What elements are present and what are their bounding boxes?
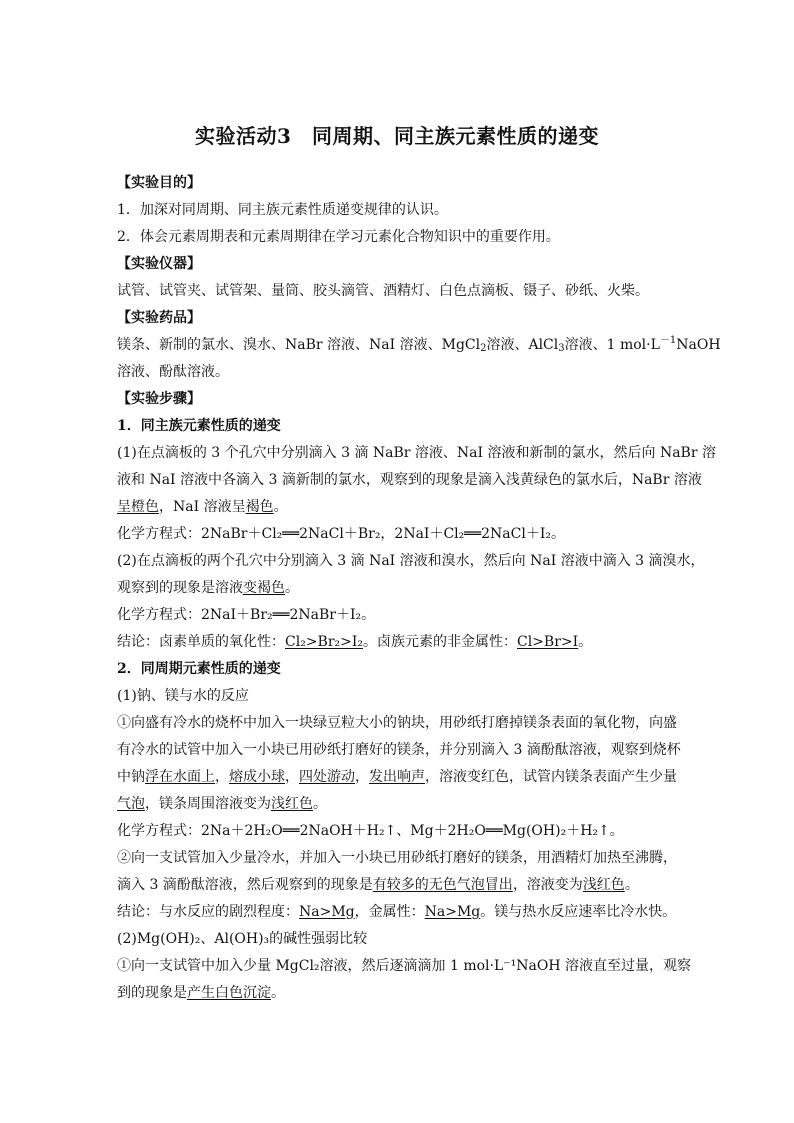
- purpose-item-2: 2．体会元素周期表和元素周期律在学习元素化合物知识中的重要作用。: [117, 229, 560, 245]
- step2-para1-line4: [117, 795, 682, 813]
- text-span: ，溶液变为: [512, 877, 583, 893]
- reagent-text: NaOH: [676, 337, 721, 353]
- text-span: ，: [215, 769, 229, 785]
- text-span: 观察到的现象是溶液: [117, 580, 243, 596]
- text-span: ，镁条周围溶液变为: [145, 796, 271, 812]
- equation-2: 化学方程式：2NaI＋Br₂══2NaBr＋I₂。: [117, 607, 376, 623]
- text-span: 到的现象是: [117, 985, 187, 1001]
- answer-blank: 有较多的无色气泡冒出: [372, 877, 513, 893]
- page-title: 实验活动3 同周期、同主族元素性质的递变: [195, 124, 599, 148]
- heading-purpose: 【实验目的】: [117, 175, 201, 191]
- step2-para3-line1: ①向一支试管中加入少量 MgCl₂溶液，然后逐滴滴加 1 mol·L⁻¹NaOH 溶液直至过量，观察: [117, 958, 692, 974]
- answer-blank: 浅红色: [582, 877, 625, 893]
- reagent-text: 镁条、新制的氯水、溴水、NaBr 溶液、NaI 溶液、MgCl: [117, 337, 481, 353]
- text-span: 。: [273, 499, 288, 515]
- answer-blank: 浅红色: [271, 796, 313, 812]
- text-span: 。镁与热水反应速率比冷水快。: [480, 904, 677, 920]
- step2-para2-line2: [117, 876, 682, 894]
- reagent-list-line-1: 镁条、新制的氯水、溴水、NaBr 溶液、NaI 溶液、MgCl$_2$溶液、AlCl$_3$溶液、1 $mol\cdot L^{-1}NaOH$: [117, 335, 721, 354]
- reagent-text: 溶液、AlCl: [486, 337, 559, 353]
- heading-reagents: 【实验药品】: [117, 310, 201, 326]
- step1-para2-line1: (2)在点滴板的两个孔穴中分别滴入 3 滴 NaI 溶液和溴水，然后向 NaI 溶液中滴入 3 滴溴水，: [117, 553, 705, 569]
- answer-blank: 变褐色: [243, 580, 285, 596]
- step2-heading: 2．同周期元素性质的递变: [117, 661, 281, 677]
- reagent-text: 溶液、1 mol·L: [564, 337, 660, 353]
- purpose-item-1: 1．加深对同周期、同主族元素性质递变规律的认识。: [117, 202, 448, 218]
- text-span: 中钠: [117, 769, 145, 785]
- step2-sub2: (2)Mg(OH)₂、Al(OH)₃的碱性强弱比较: [117, 931, 368, 947]
- answer-blank: 四处游动: [299, 769, 355, 785]
- step2-para2-line1: ②向一支试管加入少量冷水，并加入一小块已用砂纸打磨好的镁条，用酒精灯加热至沸腾，: [117, 850, 677, 866]
- step2-para1-line2: 有冷水的试管中加入一小块已用砂纸打磨好的镁条，并分别滴入 3 滴酚酞溶液，观察到烧杯: [117, 742, 681, 758]
- text-span: 。卤族元素的非金属性：: [363, 634, 517, 650]
- step2-para3-line2: [117, 984, 682, 1002]
- answer-blank: 呈橙色: [117, 499, 159, 515]
- answer-blank: 产生白色沉淀: [187, 985, 271, 1001]
- equation-3: 化学方程式：2Na＋2H₂O══2NaOH＋H₂↑、Mg＋2H₂O══Mg(OH)₂＋H₂↑。: [117, 823, 624, 839]
- text-span: 。: [271, 985, 285, 1001]
- answer-blank: 浮在水面上: [145, 769, 215, 785]
- heading-steps: 【实验步骤】: [117, 391, 201, 407]
- step2-sub1: (1)钠、镁与水的反应: [117, 688, 249, 704]
- text-span: 。: [578, 634, 593, 650]
- step1-para1-line1: (1)在点滴板的 3 个孔穴中分别滴入 3 滴 NaBr 溶液、NaI 溶液和新制的氯水，然后向 NaBr 溶: [117, 445, 716, 461]
- text-span: ，NaI 溶液呈: [159, 499, 246, 515]
- text-span: 。: [624, 877, 639, 893]
- step1-para1-line3: [117, 498, 682, 516]
- step2-para1-line1: ①向盛有冷水的烧杯中加入一块绿豆粒大小的钠块，用砂纸打磨掉镁条表面的氧化物，向盛: [117, 715, 677, 731]
- text-span: 。: [313, 796, 327, 812]
- text-span: ，: [355, 769, 369, 785]
- answer-blank: Cl>Br>I: [517, 634, 579, 650]
- answer-blank: Na>Mg: [299, 904, 355, 920]
- answer-blank: 褐色: [245, 499, 274, 515]
- text-span: 。: [285, 580, 299, 596]
- text-span: ，金属性：: [354, 904, 425, 920]
- step1-para2-line2: [117, 579, 682, 597]
- equation-1: 化学方程式：2NaBr＋Cl₂══2NaCl＋Br₂，2NaI＋Cl₂══2NaCl＋I₂。: [117, 526, 565, 542]
- text-span: 结论：卤素单质的氧化性：: [117, 634, 285, 650]
- conclusion-1: [117, 633, 682, 651]
- answer-blank: 熔成小球: [229, 769, 285, 785]
- heading-instruments: 【实验仪器】: [117, 256, 201, 272]
- answer-blank: 气泡: [117, 796, 145, 812]
- step1-para1-line2: 液和 NaI 溶液中各滴入 3 滴新制的氯水，观察到的现象是滴入浅黄绿色的氯水后，NaBr 溶液: [117, 472, 702, 488]
- reagent-list-line-2: 溶液、酚酞溶液。: [117, 364, 229, 380]
- answer-blank: Cl₂>Br₂>I₂: [285, 634, 363, 650]
- instrument-list: 试管、试管夹、试管架、量筒、胶头滴管、酒精灯、白色点滴板、镊子、砂纸、火柴。: [117, 283, 649, 299]
- answer-blank: 发出响声: [369, 769, 425, 785]
- answer-blank: Na>Mg: [424, 904, 481, 920]
- conclusion-2: [117, 903, 682, 921]
- text-span: 滴入 3 滴酚酞溶液，然后观察到的现象是: [117, 877, 373, 893]
- text-span: ，溶液变红色，试管内镁条表面产生少量: [425, 769, 677, 785]
- text-span: ，: [285, 769, 299, 785]
- step2-para1-line3: [117, 768, 682, 786]
- step1-heading: 1．同主族元素性质的递变: [117, 418, 281, 434]
- text-span: 结论：与水反应的剧烈程度：: [117, 904, 299, 920]
